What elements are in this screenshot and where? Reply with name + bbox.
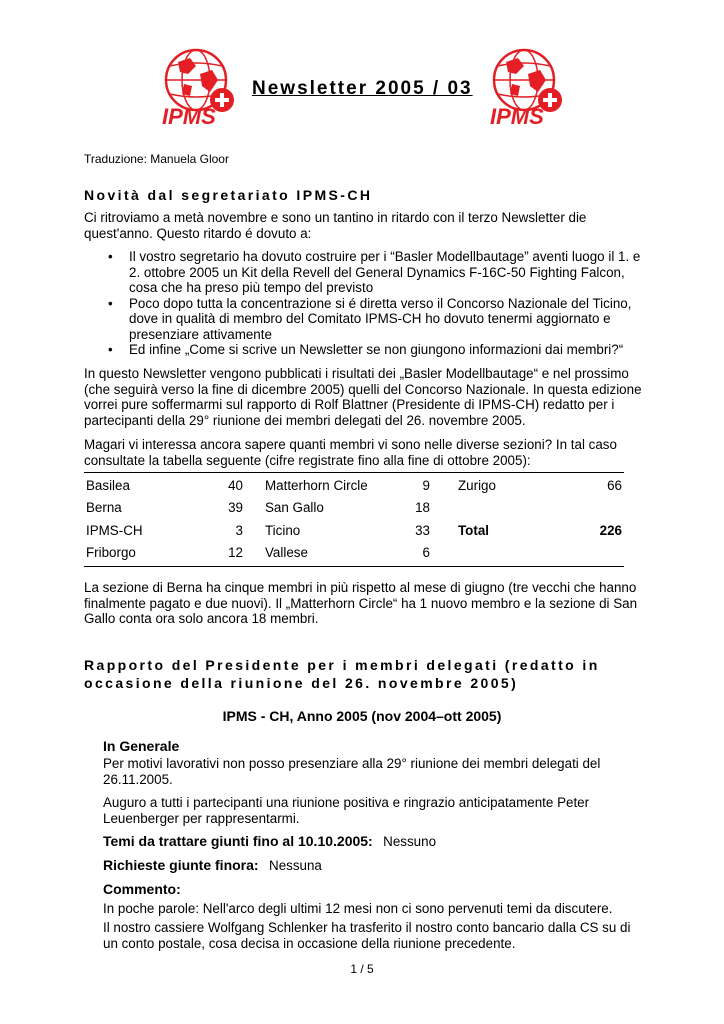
member-count: [562, 497, 622, 520]
total-count: 226: [599, 522, 622, 538]
requests-value: Nessuna: [269, 858, 322, 873]
section-name: [458, 542, 562, 565]
table-row: [86, 519, 622, 542]
list-item: • Ed infine „Come si scrive un Newsletter se non giungono informazioni dai membri?“: [103, 342, 643, 358]
translator-credit: Traduzione: Manuela Gloor: [84, 152, 229, 166]
table-top-rule: [84, 472, 624, 473]
section-name: [458, 497, 562, 520]
section-name: Berna: [86, 500, 122, 516]
requests-label: Richieste giunte finora:: [103, 857, 259, 873]
table-row: [86, 542, 622, 565]
logo-text: IPMS: [490, 104, 544, 128]
members-table: [86, 474, 622, 564]
page-number: 1 / 5: [350, 962, 374, 976]
member-count: 12: [228, 545, 243, 561]
table-row: [86, 474, 622, 497]
table-row: [86, 497, 622, 520]
member-count: 39: [228, 500, 243, 516]
section-name: Friborgo: [86, 545, 136, 561]
ipms-logo-right: [484, 44, 568, 128]
member-count: 3: [235, 522, 243, 538]
comment-paragraph-1: In poche parole: Nell'arco degli ultimi 12 mesi non ci sono pervenuti temi da discutere.: [103, 901, 613, 916]
section-name: Vallese: [265, 545, 308, 561]
general-paragraph-2: Auguro a tutti i partecipanti una riunione positiva e ringrazio anticipatamente Peter Leuenberger per rappresentarmi.: [103, 795, 590, 826]
globe-logo-icon: [484, 44, 568, 128]
member-count: 66: [607, 477, 622, 493]
list-item: • Il vostro segretario ha dovuto costruire per i “Basler Modellbautage” aventi luogo il 1. e 2. ottobre 2005 un Kit della Revell del General Dynamics F-16C-50 Fighting Falcon, cosa che ha preso più tempo del previsto: [103, 249, 643, 296]
list-item: • Poco dopo tutta la concentrazione si é diretta verso il Concorso Nazionale del Ticino, dove in qualità di membro del Comitato IPMS-CH ho dovuto tenermi aggiornato e presenziare attivamente: [103, 296, 643, 343]
report-subtitle: IPMS - CH, Anno 2005 (nov 2004–ott 2005): [222, 708, 502, 724]
section-name: IPMS-CH: [86, 522, 143, 538]
member-count: 6: [422, 545, 430, 561]
member-count: 9: [422, 477, 430, 493]
general-heading: In Generale: [103, 738, 180, 754]
general-paragraph-1: Per motivi lavorativi non posso presenziare alla 29° riunione dei membri delegati del 26.11.2005.: [103, 756, 601, 787]
section-heading-president-report: Rapporto del Presidente per i membri delegati (redatto in occasione della riunione del 26. novembre 2005): [84, 657, 600, 691]
section-name: Zurigo: [458, 477, 496, 493]
comment-heading: Commento:: [103, 881, 181, 897]
ipms-logo-left: [156, 44, 240, 128]
intro-paragraph: Ci ritroviamo a metà novembre e sono un tantino in ritardo con il terzo Newsletter die quest'anno. Questo ritardo é dovuto a:: [84, 210, 587, 241]
newsletter-title: Newsletter 2005 / 03: [252, 78, 473, 99]
results-paragraph: In questo Newsletter vengono pubblicati i risultati dei „Basler Modellbautage“ e nel prossimo (che seguirà verso la fine di dicembre 2005) quelli del Concorso Nazionale. In questa edizione vorrei pure soffermarmi sul rapporto di Rolf Blattner (Presidente di IPMS-CH) redatto per i partecipanti della 29° riunione dei membri delegati del 26. novembre 2005.: [84, 366, 642, 428]
section-name: Matterhorn Circle: [265, 477, 368, 493]
topics-value: Nessuno: [383, 834, 437, 849]
membership-change-paragraph: La sezione di Berna ha cinque membri in più rispetto al mese di giugno (tre vecchi che hanno finalmente pagato e due nuovi). Il „Matterhorn Circle“ ha 1 nuovo membro e la sezione di San Gallo conta ora solo ancora 18 membri.: [84, 580, 638, 626]
topics-label: Temi da trattare giunti fino al 10.10.2005:: [103, 833, 373, 849]
member-count: 18: [415, 500, 430, 516]
logo-text: IPMS: [162, 104, 216, 128]
member-count: 33: [415, 522, 430, 538]
requests-line: [103, 857, 322, 875]
member-count: [562, 542, 622, 565]
topics-line: [103, 833, 436, 851]
member-count: 40: [228, 477, 243, 493]
section-name: Basilea: [86, 477, 130, 493]
delay-reasons-list: [103, 249, 643, 358]
section-heading-secretariat: Novità dal segretariato IPMS-CH: [84, 187, 373, 203]
section-name: Ticino: [265, 522, 301, 538]
globe-logo-icon: [156, 44, 240, 128]
total-label: Total: [458, 522, 489, 538]
members-intro-paragraph: Magari vi interessa ancora sapere quanti membri vi sono nelle diverse sezioni? In tal caso consultate la tabella seguente (cifre registrate fino alla fine di ottobre 2005):: [84, 437, 617, 468]
table-bottom-rule: [84, 566, 624, 567]
comment-paragraph-2: Il nostro cassiere Wolfgang Schlenker ha trasferito il nostro conto bancario dalla CS su di un conto postale, cosa decisa in occasione della riunione precedente.: [103, 920, 631, 951]
section-name: San Gallo: [265, 500, 324, 516]
